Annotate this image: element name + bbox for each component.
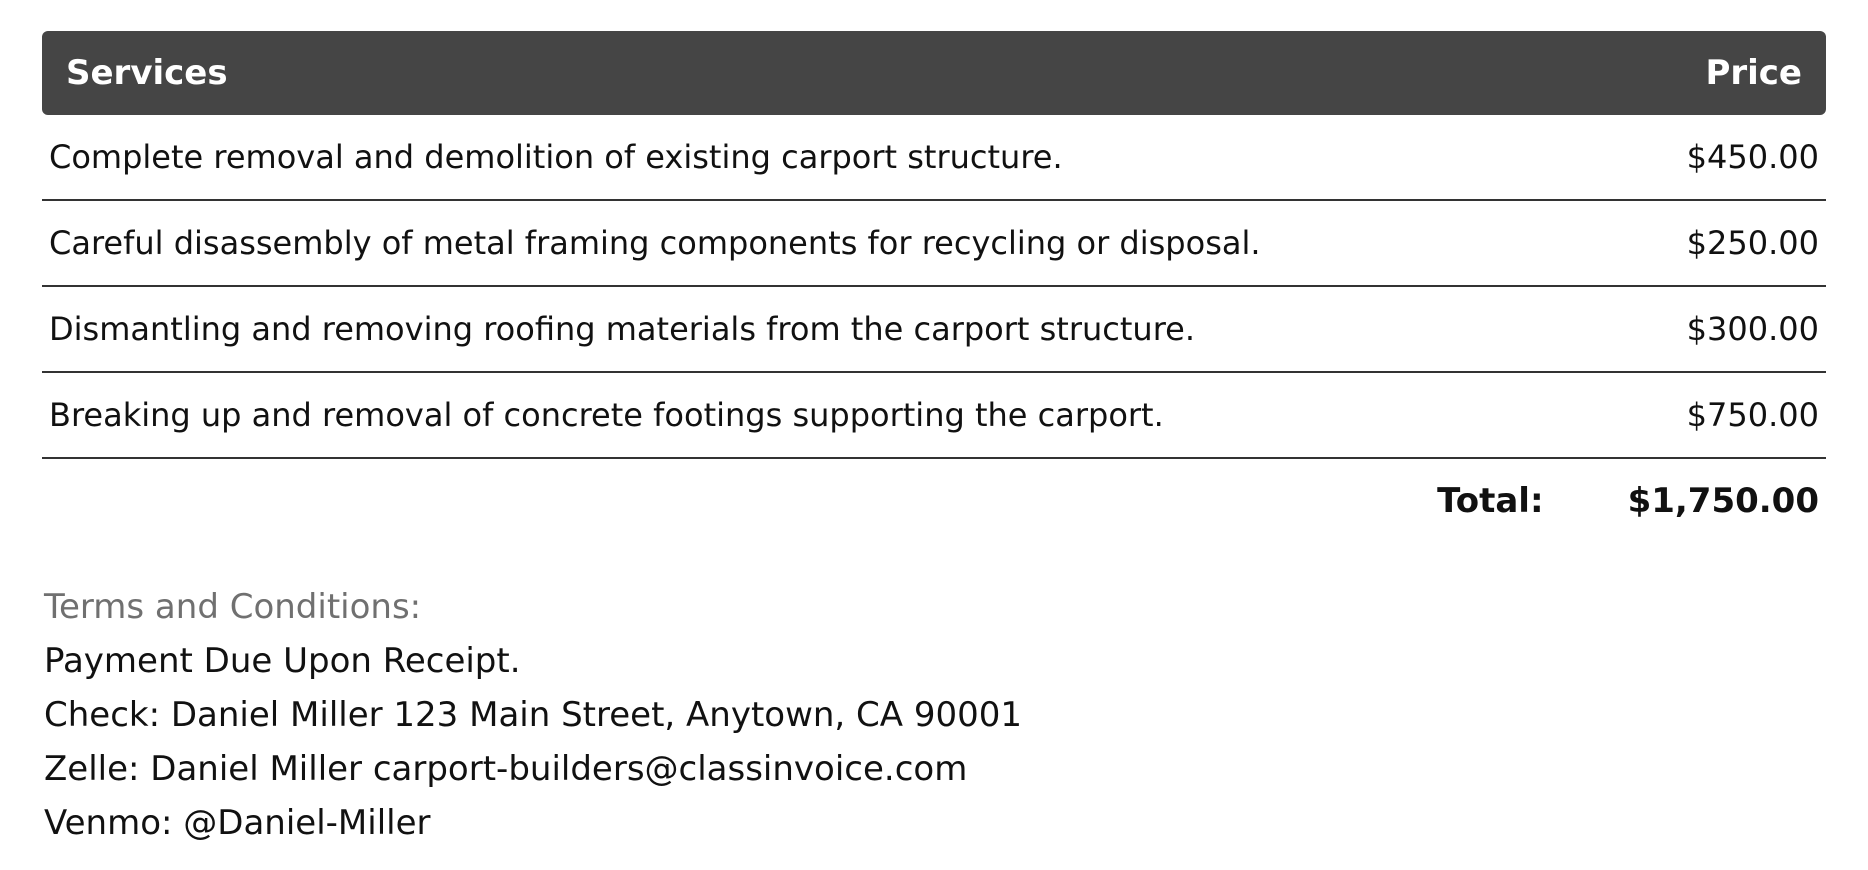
terms-title: Terms and Conditions:	[44, 587, 422, 627]
price-header: Price	[1705, 53, 1802, 93]
venmo-payment-line: Venmo: @Daniel-Miller	[44, 803, 431, 843]
services-header: Services	[66, 53, 228, 93]
service-price: $750.00	[1686, 396, 1819, 434]
table-row	[42, 115, 1826, 201]
service-price: $450.00	[1686, 138, 1819, 176]
table-row	[42, 287, 1826, 373]
total-label: Total:	[1437, 481, 1544, 521]
total-row	[42, 459, 1826, 543]
service-description: Complete removal and demolition of existing carport structure.	[49, 138, 1063, 176]
check-payment-line: Check: Daniel Miller 123 Main Street, Anytown, CA 90001	[44, 695, 1023, 735]
service-price: $250.00	[1686, 224, 1819, 262]
service-description: Careful disassembly of metal framing components for recycling or disposal.	[49, 224, 1261, 262]
terms-section	[44, 580, 1022, 850]
service-description: Dismantling and removing roofing materials from the carport structure.	[49, 310, 1195, 348]
service-description: Breaking up and removal of concrete footings supporting the carport.	[49, 396, 1164, 434]
services-table	[42, 31, 1826, 543]
table-header	[42, 31, 1826, 115]
table-row	[42, 373, 1826, 459]
payment-terms-line: Payment Due Upon Receipt.	[44, 641, 521, 681]
zelle-payment-line: Zelle: Daniel Miller carport-builders@classinvoice.com	[44, 749, 968, 789]
service-price: $300.00	[1686, 310, 1819, 348]
table-row	[42, 201, 1826, 287]
total-value: $1,750.00	[1627, 481, 1819, 521]
